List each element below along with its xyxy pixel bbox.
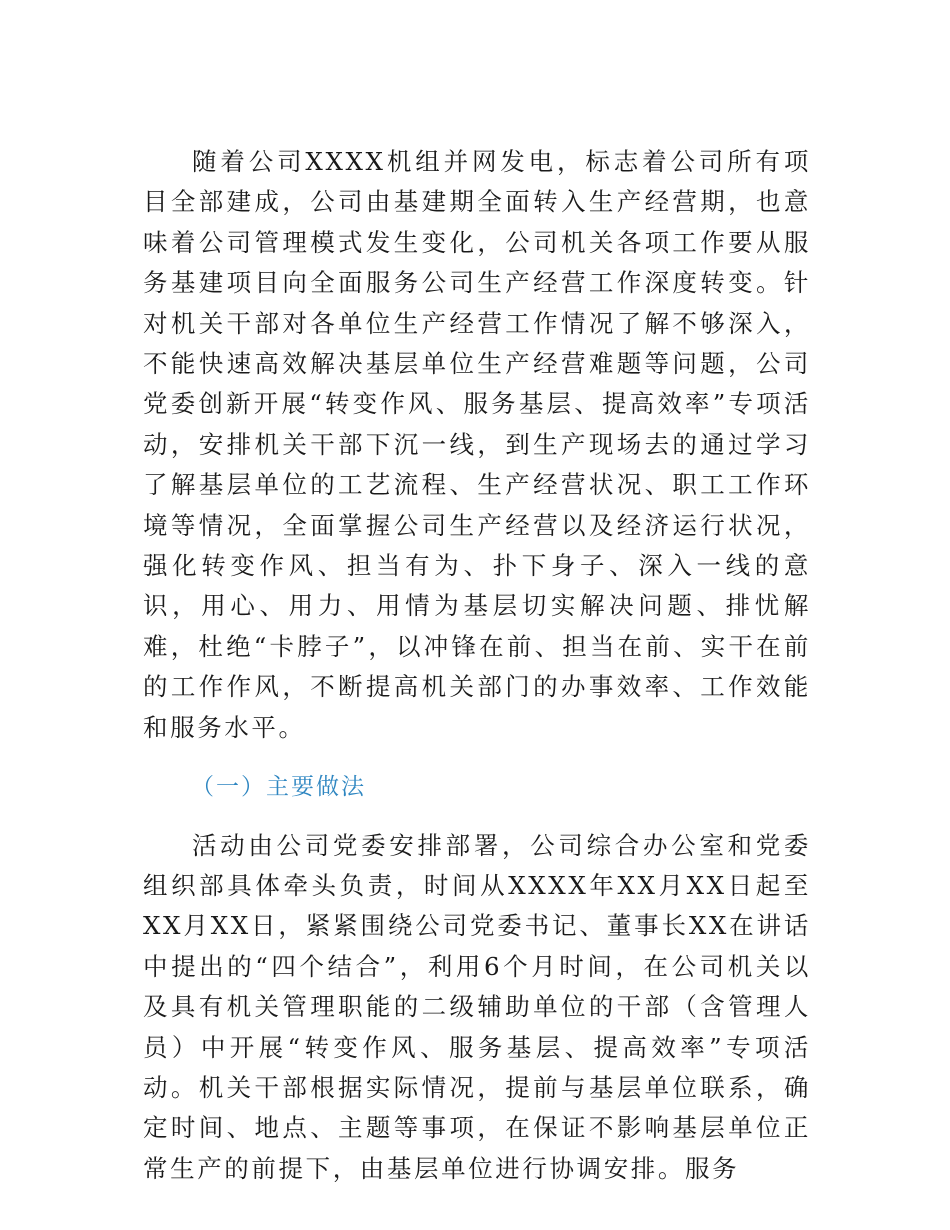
section-heading: （一）主要做法 — [191, 774, 366, 801]
methods-paragraph: 活动由公司党委安排部署，公司综合办公室和党委组织部具体牵头负责，时间从XXXX年XX月XX日起至XX月XX日，紧紧围绕公司党委书记、董事长XX在讲话中提出的“四个结合”，利用6个月时间，在公司机关以及具有机关管理职能的二级辅助单位的干部（含管理人员）中开展“转变作风、服务基层、提高效率”专项活动。机关干部根据实际情况，提前与基层单位联系，确定时间、地点、主题等事项，在保证不影响基层单位正常生产的前提下，由基层单位进行协调安排。服务 — [143, 830, 811, 1183]
intro-paragraph: 随着公司XXXX机组并网发电，标志着公司所有项目全部建成，公司由基建期全面转入生产经营期，也意味着公司管理模式发生变化，公司机关各项工作要从服务基建项目向全面服务公司生产经营工作深度转变。针对机关干部对各单位生产经营工作情况了解不够深入，不能快速高效解决基层单位生产经营难题等问题，公司党委创新开展“转变作风、服务基层、提高效率”专项活动，安排机关干部下沉一线，到生产现场去的通过学习了解基层单位的工艺流程、生产经营状况、职工工作环境等情况，全面掌握公司生产经营以及经济运行状况，强化转变作风、担当有为、扑下身子、深入一线的意识，用心、用力、用情为基层切实解决问题、排忧解难，杜绝“卡脖子”，以冲锋在前、担当在前、实干在前的工作作风，不断提高机关部门的办事效率、工作效能和服务水平。 — [143, 147, 811, 742]
document-body — [143, 142, 811, 1189]
